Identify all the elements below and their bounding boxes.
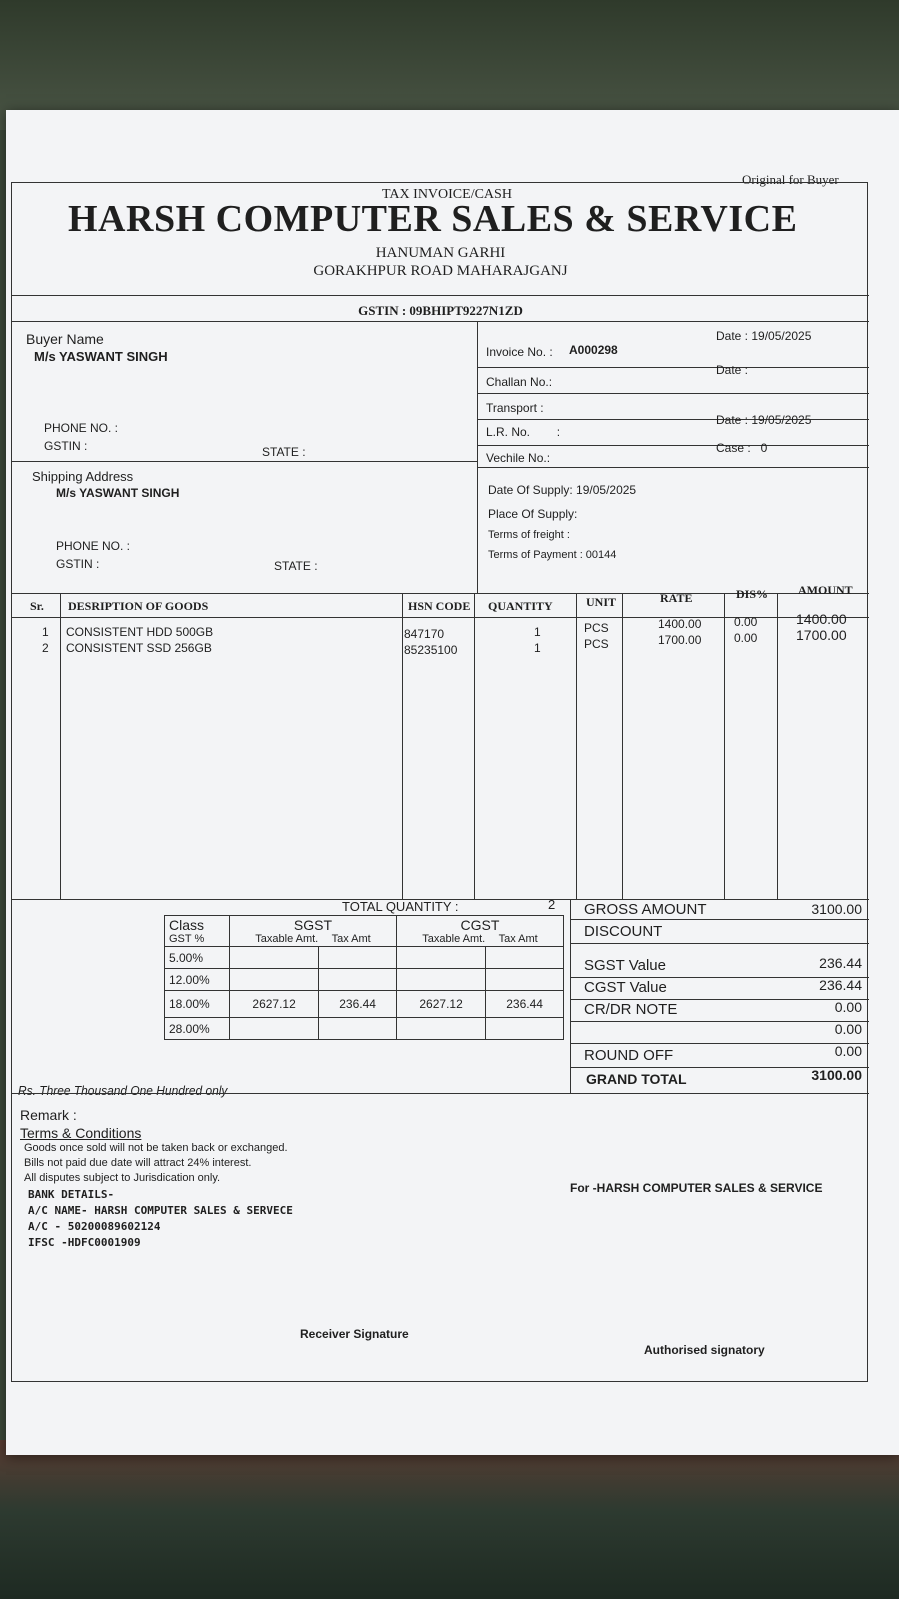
buyer-gstin-label: GSTIN : xyxy=(44,439,88,453)
bank-details xyxy=(28,1187,293,1251)
terms-item: Bills not paid due date will attract 24% interest. xyxy=(24,1157,252,1169)
blank-value: 0.00 xyxy=(834,1021,862,1037)
row-hsn: 85235100 xyxy=(404,643,458,657)
transport-label: Transport : xyxy=(486,401,544,415)
cgst-taxable-label: Taxable Amt. xyxy=(422,933,486,945)
gst-rate: 18.00% xyxy=(165,991,230,1018)
crdr-value: 0.00 xyxy=(834,999,862,1015)
buyer-state-label: STATE : xyxy=(262,445,306,459)
invoice-frame xyxy=(11,182,868,1382)
col-rate: RATE xyxy=(660,591,693,605)
cgst-value-label: CGST Value xyxy=(584,979,667,996)
for-company: For -HARSH COMPUTER SALES & SERVICE xyxy=(570,1181,823,1195)
row-hsn: 847170 xyxy=(404,627,445,641)
gross-value: 3100.00 xyxy=(811,901,862,917)
invoice-no-label: Invoice No. : xyxy=(486,345,553,359)
cgst-taxable xyxy=(396,1018,485,1040)
shipping-state-label: STATE : xyxy=(274,559,318,573)
sgst-tax xyxy=(319,969,397,991)
challan-label: Challan No.: xyxy=(486,375,553,389)
cgst-value: 236.44 xyxy=(819,977,862,993)
row-desc: CONSISTENT HDD 500GB xyxy=(66,625,214,639)
copy-label: Original for Buyer xyxy=(742,172,839,187)
grand-total-label: GRAND TOTAL xyxy=(586,1071,687,1087)
gst-row xyxy=(165,1018,564,1040)
company-gstin: GSTIN : 09BHIPT9227N1ZD xyxy=(358,303,523,318)
date-of-supply: Date Of Supply: 19/05/2025 xyxy=(488,483,637,497)
row-desc: CONSISTENT SSD 256GB xyxy=(66,641,212,655)
bank-title: BANK DETAILS- xyxy=(28,1188,115,1201)
doc-type: TAX INVOICE/CASH xyxy=(382,187,512,202)
background-bottom xyxy=(0,1440,899,1599)
sgst-taxable xyxy=(230,947,319,969)
roundoff-label: ROUND OFF xyxy=(584,1047,674,1064)
shipping-label: Shipping Address xyxy=(32,469,134,484)
receiver-signature: Receiver Signature xyxy=(300,1327,409,1341)
invoice-no: A000298 xyxy=(569,343,618,357)
row-qty: 1 xyxy=(534,641,541,655)
cgst-taxable: 2627.12 xyxy=(396,991,485,1018)
sgst-tax-label: Tax Amt xyxy=(331,933,371,945)
grand-total-value: 3100.00 xyxy=(811,1067,862,1083)
row-unit: PCS xyxy=(584,637,609,651)
terms-item: All disputes subject to Jurisdication only. xyxy=(24,1172,221,1184)
col-unit: UNIT xyxy=(586,595,617,609)
gst-class-label: Class xyxy=(169,917,205,933)
company-name: HARSH COMPUTER SALES & SERVICE xyxy=(68,198,798,240)
row-dis: 0.00 xyxy=(734,631,758,645)
terms-item: Goods once sold will not be taken back or exchanged. xyxy=(24,1142,288,1154)
row-sr: 1 xyxy=(42,625,49,639)
row-amount: 1400.00 xyxy=(796,611,847,627)
crdr-label: CR/DR NOTE xyxy=(584,1001,678,1018)
gross-label: GROSS AMOUNT xyxy=(584,901,707,918)
sgst-label: SGST xyxy=(293,917,333,933)
gst-row xyxy=(165,947,564,969)
sgst-taxable xyxy=(230,969,319,991)
terms-list xyxy=(24,1141,288,1186)
remark-label: Remark : xyxy=(20,1107,77,1123)
gst-rate: 28.00% xyxy=(165,1018,230,1040)
sgst-taxable: 2627.12 xyxy=(230,991,319,1018)
discount-label: DISCOUNT xyxy=(584,923,663,940)
shipping-name: M/s YASWANT SINGH xyxy=(56,486,180,500)
cgst-tax xyxy=(486,947,564,969)
lr-date: Date : 19/05/2025 xyxy=(716,413,812,427)
gst-rate: 5.00% xyxy=(165,947,230,969)
row-dis: 0.00 xyxy=(734,615,758,629)
buyer-label: Buyer Name xyxy=(26,331,104,347)
lr-label: L.R. No. : xyxy=(486,425,561,439)
row-rate: 1400.00 xyxy=(658,617,702,631)
total-qty-label: TOTAL QUANTITY : xyxy=(342,899,459,914)
cgst-label: CGST xyxy=(460,917,500,933)
bank-account-number: A/C - 50200089602124 xyxy=(28,1220,161,1233)
address-line2: GORAKHPUR ROAD MAHARAJGANJ xyxy=(313,263,568,279)
gst-row xyxy=(165,969,564,991)
row-amount: 1700.00 xyxy=(796,627,847,643)
case-label: Case : 0 xyxy=(716,441,768,455)
col-qty: QUANTITY xyxy=(488,599,553,613)
vehicle-label: Vechile No.: xyxy=(486,451,551,465)
sgst-tax: 236.44 xyxy=(319,991,397,1018)
buyer-phone-label: PHONE NO. : xyxy=(44,421,119,435)
col-dis: DIS% xyxy=(736,587,769,601)
cgst-tax-label: Tax Amt xyxy=(498,933,538,945)
terms-freight: Terms of freight : xyxy=(488,529,570,541)
invoice-date: Date : 19/05/2025 xyxy=(716,329,812,343)
cgst-tax xyxy=(486,1018,564,1040)
gst-summary-table xyxy=(164,915,564,1040)
gst-row xyxy=(165,991,564,1018)
col-desc: DESRIPTION OF GOODS xyxy=(68,599,209,613)
cgst-taxable xyxy=(396,969,485,991)
col-sr: Sr. xyxy=(30,599,44,613)
roundoff-value: 0.00 xyxy=(834,1043,862,1059)
amount-in-words: Rs. Three Thousand One Hundred only xyxy=(18,1083,228,1098)
buyer-name: M/s YASWANT SINGH xyxy=(34,349,168,364)
row-sr: 2 xyxy=(42,641,49,655)
shipping-gstin-label: GSTIN : xyxy=(56,557,100,571)
cgst-taxable xyxy=(396,947,485,969)
cgst-tax: 236.44 xyxy=(486,991,564,1018)
sgst-tax xyxy=(319,1018,397,1040)
gst-rate: 12.00% xyxy=(165,969,230,991)
sgst-tax xyxy=(319,947,397,969)
terms-title: Terms & Conditions xyxy=(20,1125,142,1141)
sgst-value: 236.44 xyxy=(819,955,862,971)
authorised-signatory: Authorised signatory xyxy=(644,1343,765,1357)
cgst-tax xyxy=(486,969,564,991)
challan-date: Date : xyxy=(716,363,749,377)
invoice-paper xyxy=(6,110,899,1455)
row-qty: 1 xyxy=(534,625,541,639)
total-qty: 2 xyxy=(548,897,556,912)
gst-pct-label: GST % xyxy=(169,933,205,945)
shipping-phone-label: PHONE NO. : xyxy=(56,539,131,553)
col-amount: AMOUNT xyxy=(798,583,853,597)
place-of-supply: Place Of Supply: xyxy=(488,507,578,521)
terms-payment: Terms of Payment : 00144 xyxy=(488,549,617,561)
col-hsn: HSN CODE xyxy=(408,599,471,613)
address-line1: HANUMAN GARHI xyxy=(375,245,506,261)
row-rate: 1700.00 xyxy=(658,633,702,647)
sgst-value-label: SGST Value xyxy=(584,957,666,974)
sgst-taxable xyxy=(230,1018,319,1040)
bank-account-name: A/C NAME- HARSH COMPUTER SALES & SERVECE xyxy=(28,1204,293,1217)
bank-ifsc: IFSC -HDFC0001909 xyxy=(28,1236,141,1249)
sgst-taxable-label: Taxable Amt. xyxy=(255,933,319,945)
row-unit: PCS xyxy=(584,621,609,635)
